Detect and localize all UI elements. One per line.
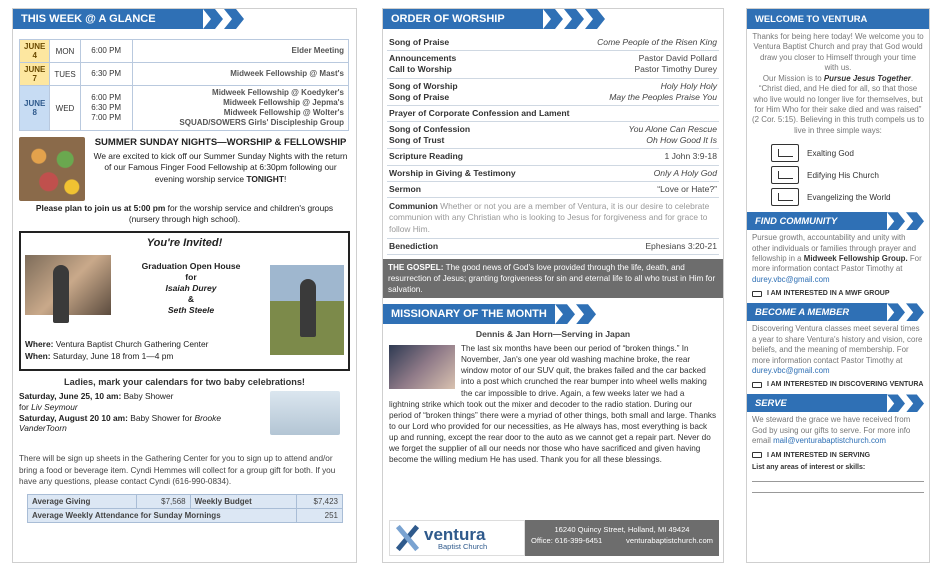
summer-section — [19, 137, 350, 201]
church-address: 16240 Quincy Street, Holland, MI 49424 Office: 616-399-6451 venturabaptistchurch.com — [525, 520, 719, 556]
worship-item: Scripture Reading 1 John 3:9-18 — [387, 149, 719, 165]
event-cell: Midweek Fellowship @ Koedyker's Midweek Fellowship @ Jepma's Midweek Fellowship @ Wolter's SQUAD/SOWERS Girls' Discipleship Group — [132, 86, 348, 131]
schedule-row — [20, 86, 349, 131]
avg-giving-value: $7,568 — [136, 495, 190, 509]
areas-lines[interactable] — [747, 471, 929, 493]
globe-icon — [771, 188, 799, 206]
header-chevrons — [555, 304, 597, 324]
find-community-text: Pursue growth, accountability and unity with other individuals or families through prayer and fellowship in a Midweek Fellowship Group. For more information contact Pastor Timothy at durey.vbc@gmail.com — [752, 233, 922, 284]
checkbox-icon[interactable] — [752, 382, 762, 388]
serve-header: SERVE — [747, 394, 887, 412]
church-footer — [389, 520, 719, 556]
missionary-header — [383, 304, 555, 324]
schedule-row — [20, 40, 349, 63]
way-evangelizing: Evangelizing the World — [771, 186, 921, 208]
event-cell: Elder Meeting — [132, 40, 348, 63]
week-heading: THIS WEEK @ A GLANCE — [21, 13, 156, 25]
welcome-heading: WELCOME TO VENTURA — [755, 13, 868, 24]
welcome-header — [747, 9, 929, 29]
invite-title: You're Invited! — [146, 236, 223, 249]
member-header: BECOME A MEMBER — [747, 303, 887, 321]
header-chevrons — [203, 9, 245, 29]
baby-showers — [19, 391, 350, 451]
summer-title: SUMMER SUNDAY NIGHTS—WORSHIP & FELLOWSHIP — [94, 137, 347, 148]
member-text: Discovering Ventura classes meet several times a year to share Ventura's history and vision, core beliefs, and the meaning of membership. For more information contact Pastor Timothy at durey.vbc@gmail.com — [752, 324, 923, 376]
three-ways — [747, 139, 929, 208]
shower-1: Saturday, June 25, 10 am: Baby Shower for Liv Seymour — [19, 390, 174, 412]
week-panel — [12, 8, 357, 563]
church-icon — [771, 166, 799, 184]
schedule-table — [19, 39, 349, 131]
time-cell: 6:00 PM — [80, 40, 132, 63]
worship-item: Song of Praise Come People of the Risen King — [387, 35, 719, 51]
ladies-heading: Ladies, mark your calendars for two baby celebrations! — [64, 376, 305, 387]
checkbox-icon[interactable] — [752, 291, 762, 297]
exalt-icon — [771, 144, 799, 162]
church-website[interactable]: venturabaptistchurch.com — [626, 536, 713, 546]
worship-item: Prayer of Corporate Confession and Lament — [387, 106, 719, 122]
attendance-label: Average Weekly Attendance for Sunday Mornings — [28, 509, 297, 523]
missionary-heading: MISSIONARY OF THE MONTH — [391, 308, 547, 321]
worship-item: Song of Worship Song of Praise Holy Holy Holy May the Peoples Praise You — [387, 79, 719, 106]
date-cell: JUNE 7 — [20, 63, 50, 86]
date-cell: JUNE 8 — [20, 86, 50, 131]
worship-panel — [382, 8, 724, 563]
find-email-link[interactable]: durey.vbc@gmail.com — [752, 274, 830, 284]
missionary-photo — [389, 345, 455, 389]
header-chevrons — [543, 9, 606, 29]
worship-item: Announcements Call to Worship Pastor David Pollard Pastor Timothy Durey — [387, 51, 719, 78]
event-cell: Midweek Fellowship @ Mast's — [132, 63, 348, 86]
areas-label: List any areas of interest or skills: — [752, 463, 866, 471]
church-logo: ventura Baptist Church — [389, 520, 525, 556]
summer-note: Please plan to join us at 5:00 pm for the worship service and children's groups (nursery through high school). — [35, 203, 334, 225]
communion: Communion Whether or not you are a member of Ventura, it is our desire to celebrate communion with any Christian who is looking to Jesus for forgiveness and for grace to follow Him. — [387, 198, 719, 239]
weekday-cell: TUES — [50, 63, 80, 86]
crib-photo — [270, 391, 340, 435]
invite-details: Graduation Open House for Isaiah Durey & Seth Steele — [141, 260, 241, 316]
checkbox-icon[interactable] — [752, 452, 762, 458]
gospel-box: THE GOSPEL: The good news of God's love provided through the life, death, and resurrection of Jesus; granting forgiveness for sin and eternal life to all who trust in Him for salvation. — [383, 259, 723, 298]
order-header — [383, 9, 543, 29]
order-list — [387, 35, 719, 198]
worship-item: Song of Confession Song of Trust You Alone Can Rescue Oh How Good It Is — [387, 122, 719, 149]
giving-table — [27, 494, 343, 523]
summer-body: We are excited to kick off our Summer Sunday Nights with the return of our Famous Finger Food Fellowship at 6:30pm following our evening worship service TONIGHT! — [93, 151, 348, 184]
graduate-photo-1 — [25, 255, 111, 315]
shower-2: Saturday, August 20 10 am: Baby Shower for Brooke VanderToorn — [19, 412, 222, 434]
time-cell: 6:00 PM 6:30 PM 7:00 PM — [80, 86, 132, 131]
food-photo — [19, 137, 85, 201]
missionary-names: Dennis & Jan Horn—Serving in Japan — [475, 329, 631, 340]
order-heading: ORDER OF WORSHIP — [391, 13, 505, 25]
welcome-text: Thanks for being here today! We welcome you to Ventura Baptist Church and pray that God would draw you closer to Himself through your time with us. Our Mission is to Pursue Jesus Together. “Christ died, and He died for all, so that those who live would no longer live for themselves, but for Him Who for their sake died and was raised” (2 Cor. 5:15). Believing in this truth compels us to live in three simple ways: — [752, 32, 924, 135]
logo-mark-icon — [394, 525, 420, 551]
schedule-row — [20, 63, 349, 86]
worship-item: Sermon “Love or Hate?” — [387, 182, 719, 198]
serve-email-link[interactable]: mail@venturabaptistchurch.com — [773, 436, 886, 446]
serve-text: We steward the grace we have received from God by using our gifts to serve. For more info email mail@venturabaptistchurch.com — [752, 415, 911, 446]
budget-label: Weekly Budget — [190, 495, 297, 509]
time-cell: 6:30 PM — [80, 63, 132, 86]
info-panel — [746, 8, 930, 563]
discovering-checkbox[interactable]: I AM INTERESTED IN DISCOVERING VENTURA — [747, 379, 929, 390]
budget-value: $7,423 — [297, 495, 343, 509]
member-email-link[interactable]: durey.vbc@gmail.com — [752, 366, 830, 376]
serving-checkbox[interactable]: I AM INTERESTED IN SERVING — [747, 450, 929, 461]
benediction: Benediction Ephesians 3:20-21 — [387, 239, 719, 255]
way-edifying: Edifying His Church — [771, 164, 921, 186]
invite-where-when: Where: Ventura Baptist Church Gathering Center When: Saturday, June 18 from 1—4 pm — [25, 339, 209, 361]
weekday-cell: WED — [50, 86, 80, 131]
worship-item: Worship in Giving & Testimony Only A Holy God — [387, 166, 719, 182]
mwf-checkbox[interactable]: I AM INTERESTED IN A MWF GROUP — [747, 288, 929, 299]
graduation-invite — [19, 231, 350, 371]
graduate-photo-2 — [270, 265, 344, 355]
weekday-cell: MON — [50, 40, 80, 63]
attendance-value: 251 — [297, 509, 343, 523]
avg-giving-label: Average Giving — [28, 495, 137, 509]
date-cell: JUNE 4 — [20, 40, 50, 63]
missionary-letter: The last six months have been our period of “broken things.” In November, Jan's one year old washing machine broke, the rear window motor of our SUV quit, the brakes failed and the car backed into a post which crunched the rear bumper into wheel wells making the car impossible to drive. Again, a few weeks later we had a lightning strike which took out the mixer and decoder to the radio station. During our period of “broken things” there were a myriad of other things, both small and large. Thanks to our Lord who provided for our necessities, as He always has, most everything is back up and running, except the rear door to the auto as we cannot get a repair part. Never do we forget the supplier of all our needs nor those who have sacrificed and given having become the willing medium He has used. Thank you for all these blessings. — [389, 344, 717, 464]
ladies-note: There will be sign up sheets in the Gathering Center for you to sign up to attend and/or bring a food or beverage item. Cyndi Hemmes will collect for a group gift for both. If you have any questions, please contact Cyndi (616-990-0834). — [19, 453, 336, 487]
week-header — [13, 9, 203, 29]
way-exalting: Exalting God — [771, 142, 921, 164]
find-community-header: FIND COMMUNITY — [747, 212, 887, 230]
